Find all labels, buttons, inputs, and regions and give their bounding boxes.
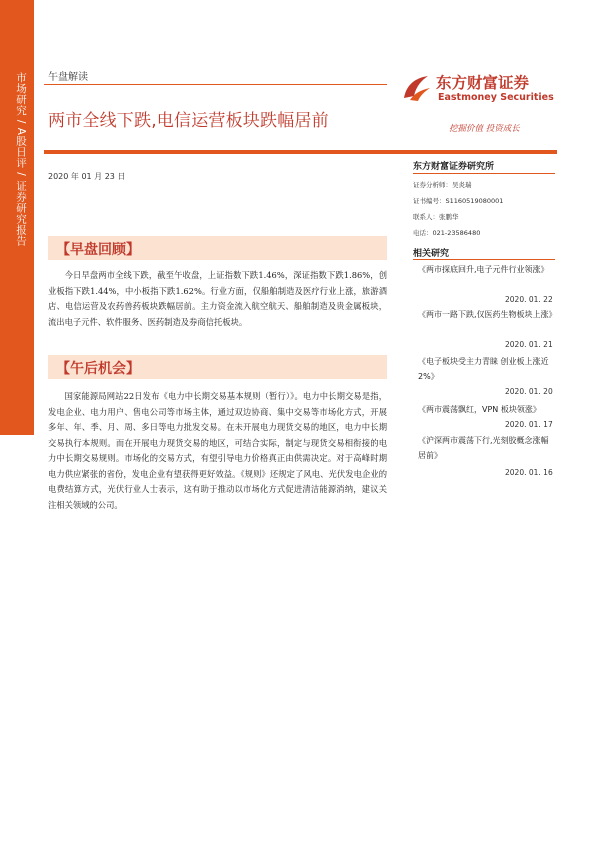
brand-slogan: 挖掘价值 投资成长 xyxy=(449,124,520,134)
section-title: 【午后机会】 xyxy=(56,361,140,377)
related-date: 2020. 01. 20 xyxy=(505,387,553,396)
related-date: 2020. 01. 21 xyxy=(505,340,553,349)
title-divider-right xyxy=(387,150,557,154)
analyst-line: 证券分析师：吴炎瑞 xyxy=(413,181,472,189)
contact-line: 联系人：张鹏华 xyxy=(413,213,459,221)
section-body-afternoon: 国家能源局网站22日发布《电力中长期交易基本规则（暂行）》。电力中长期交易是指，发电企业、电力用户、售电公司等市场主体，通过双边协商、集中交易等市场化方式，开展多年、年、季、月、周、多日等电力批发交易。在未开展电力现货交易的地区，电力中长期交易执行本规则。而在开展电力现货交易的地区，可结合实际，制定与现货交易相衔接的电力中长期交易规则。市场化的交易方式，有望引导电力价格真正由供需决定。对于高峰时期电力供应紧张的省份，发电企业有望获得更好效益。《规则》还规定了风电、光伏发电企业的电费结算方式，光伏行业人士表示，这有助于推动以市场化方式促进清洁能源消纳，建议关注相关领域的公司。 xyxy=(48,391,387,510)
phone-line: 电话：021-23586480 xyxy=(413,229,481,237)
related-link[interactable]: 《两市一路下跌,仅医药生物板块上涨》 xyxy=(418,310,557,319)
analyst-info-panel xyxy=(413,159,555,243)
divider xyxy=(44,84,387,85)
related-link[interactable]: 《两市探底回升,电子元件行业领涨》 xyxy=(418,265,549,274)
related-link[interactable]: 《电子板块受主力青睐 创业板上涨近 2%》 xyxy=(418,357,549,381)
related-link[interactable]: 《两市震荡飘红，VPN 板块领涨》 xyxy=(418,405,541,414)
related-date: 2020. 01. 22 xyxy=(505,295,553,304)
related-date: 2020. 01. 16 xyxy=(505,468,553,477)
section-title: 【早盘回顾】 xyxy=(56,242,140,258)
institute-name: 东方财富证券研究所 xyxy=(413,162,495,172)
eastmoney-logo-icon xyxy=(400,72,432,104)
related-date: 2020. 01. 17 xyxy=(505,420,553,429)
page-title: 两市全线下跌,电信运营板块跌幅居前 xyxy=(48,111,329,131)
brand-logo xyxy=(400,70,554,110)
title-divider-left xyxy=(44,150,387,154)
sidebar-label: 市场研究 / A股日评 / 证券研究报告 xyxy=(15,72,27,247)
report-date: 2020 年 01 月 23 日 xyxy=(48,172,126,181)
section-heading-afternoon xyxy=(48,355,387,379)
divider xyxy=(413,259,555,260)
section-heading-morning xyxy=(48,236,387,260)
related-link[interactable]: 《沪深两市震荡下行,光刻胶概念涨幅居前》 xyxy=(418,436,549,460)
brand-name-cn: 东方财富证券 xyxy=(436,74,530,92)
divider xyxy=(413,173,555,174)
section-body-morning: 今日早盘两市全线下跌，截至午收盘，上证指数下跌1.46%，深证指数下跌1.86%，创业板指下跌1.44%，中小板指下跌1.62%。行业方面，仅船舶制造及医疗行业上涨，旅游酒店、电信运营及农药兽药板块跌幅居前。主力资金流入航空航天、船舶制造及贵金属板块，流出电子元件、软件服务、医药制造及券商信托板块。 xyxy=(48,270,387,327)
related-research-title: 相关研究 xyxy=(413,249,450,259)
certificate-line: 证书编号：S1160519080001 xyxy=(413,197,504,205)
brand-name-en: Eastmoney Securities xyxy=(438,92,554,103)
report-category: 午盘解读 xyxy=(48,72,88,83)
